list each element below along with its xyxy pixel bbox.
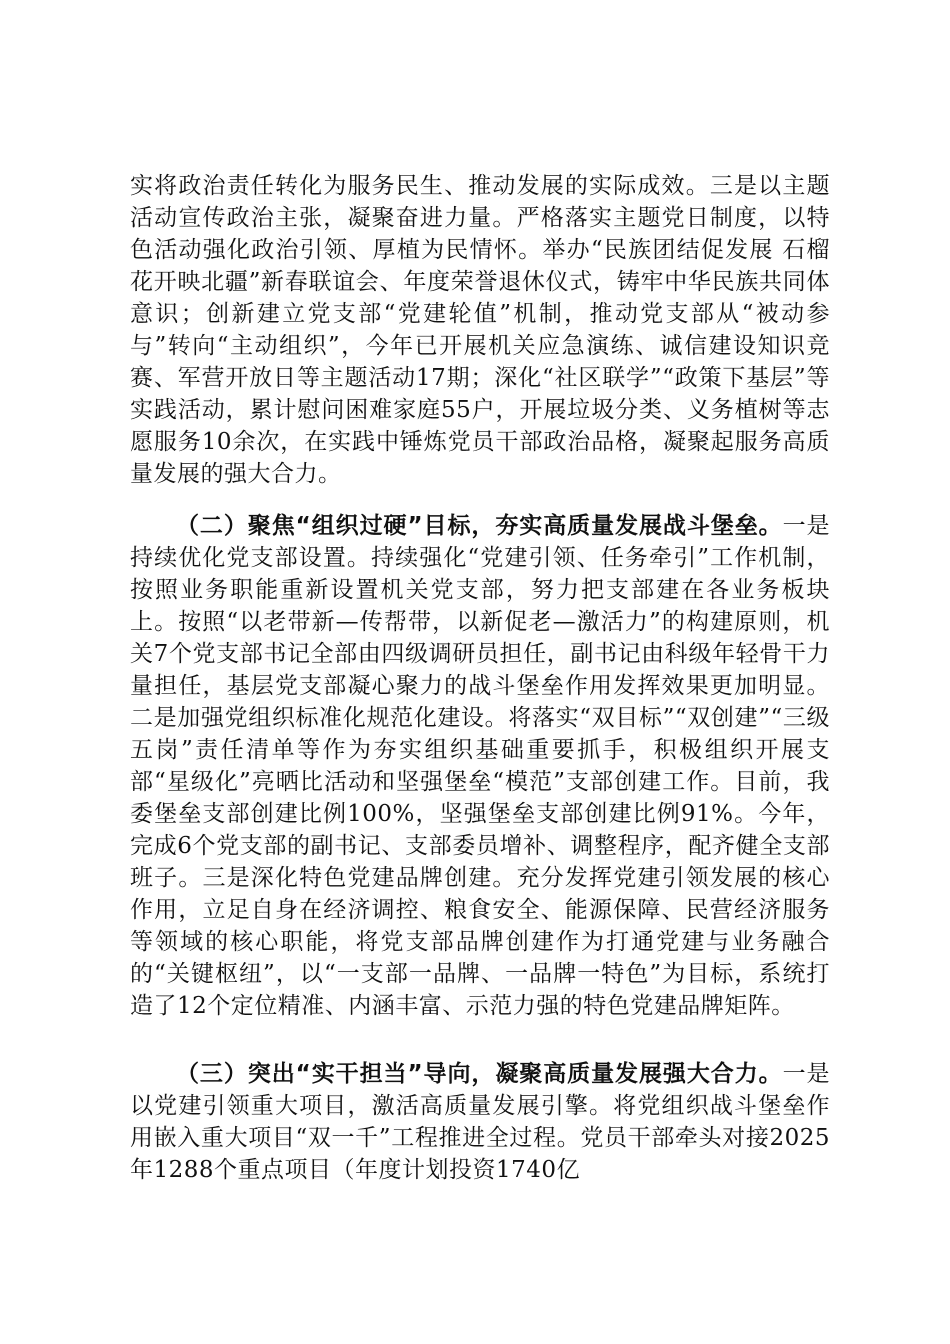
paragraph-1-body: 实将政治责任转化为服务民生、推动发展的实际成效。三是以主题活动宣传政治主张，凝聚奋进力量。严格落实主题党日制度，以特色活动强化政治引领、厚植为民情怀。举办“民族团结促发展 石榴花开映北疆”新春联谊会、年度荣誉退休仪式，铸牢中华民族共同体意识；创新建立党支部“党建轮值”机制，推动党支部从“被动参与”转向“主动组织”，今年已开展机关应急演练、诚信建设知识竞赛、军营开放日等主题活动17期；深化“社区联学”“政策下基层”等实践活动，累计慰问困难家庭55户，开展垃圾分类、义务植树等志愿服务10余次，在实践中锤炼党员干部政治品格，凝聚起服务高质量发展的强大合力。 (130, 173, 830, 487)
paragraph-2-body: 一是持续优化党支部设置。持续强化“党建引领、任务牵引”工作机制，按照业务职能重新设置机关党支部，努力把支部建在各业务板块上。按照“以老带新—传帮带，以新促老—激活力”的构建原则，机关7个党支部书记全部由四级调研员担任，副书记由科级年轻骨干力量担任，基层党支部凝心聚力的战斗堡垒作用发挥效果更加明显。二是加强党组织标准化规范化建设。将落实“双目标”“双创建”“三级五岗”责任清单等作为夯实组织基础重要抓手，积极组织开展支部“星级化”亮晒比活动和坚强堡垒“模范”支部创建工作。目前，我委堡垒支部创建比例100%，坚强堡垒支部创建比例91%。今年，完成6个党支部的副书记、支部委员增补、调整程序，配齐健全支部班子。三是深化特色党建品牌创建。充分发挥党建引领发展的核心作用，立足自身在经济调控、粮食安全、能源保障、民营经济服务等领域的核心职能，将党支部品牌创建作为打通党建与业务融合的“关键枢纽”，以“一支部一品牌、一品牌一特色”为目标，系统打造了12个定位精准、内涵丰富、示范力强的特色党建品牌矩阵。 (130, 513, 830, 1019)
paragraph-3-body: 一是以党建引领重大项目，激活高质量发展引擎。将党组织战斗堡垒作用嵌入重大项目“双一千”工程推进全过程。党员干部牵头对接2025年1288个重点项目（年度计划投资1740亿 (130, 1061, 830, 1183)
paragraph-3 (130, 1058, 830, 1186)
paragraph-1 (130, 170, 830, 490)
paragraph-2 (130, 510, 830, 1022)
section-heading-3: （三）突出“实干担当”导向，凝聚高质量发展强大合力。 (176, 1061, 783, 1087)
section-heading-2: （二）聚焦“组织过硬”目标，夯实高质量发展战斗堡垒。 (176, 513, 783, 539)
